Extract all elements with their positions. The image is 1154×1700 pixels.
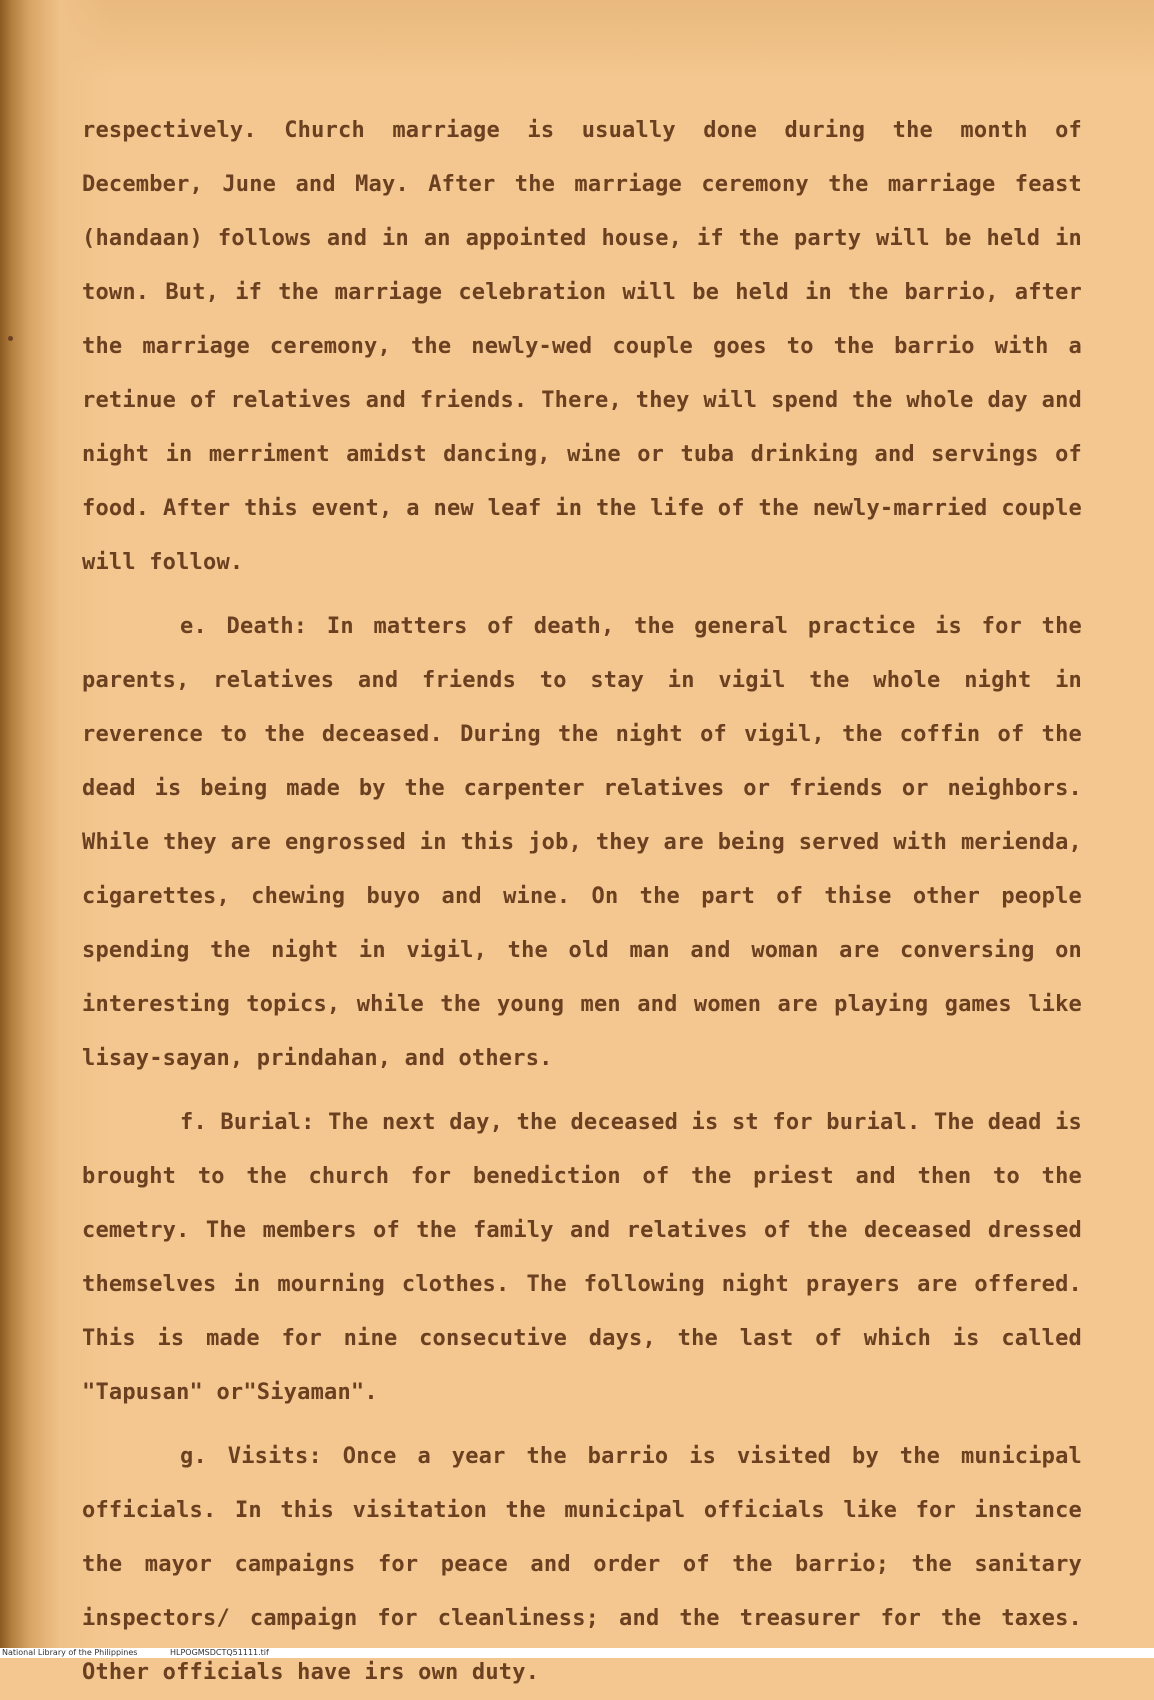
footer-library: National Library of the Philippines — [2, 1648, 138, 1657]
paragraph-visits: g. Visits: Once a year the barrio is visited by the municipal officials. In this visitation the municipal officials like for instance the mayor campaigns for peace and order of the barrio; the sanitary inspectors/ campaign for cleanliness; and the treasurer for the taxes. Other officials have irs own duty. — [82, 1444, 1082, 1685]
paragraph-death: e. Death: In matters of death, the general practice is for the parents, relatives and friends to stay in vigil the whole night in reverence to the deceased. During the night of vigil, the coffin of the dead is being made by the carpenter relatives or friends or neighbors. While they are engrossed in this job, they are being served with merienda, cigarettes, chewing buyo and wine. On the part of thise other people spending the night in vigil, the old man and woman are conversing on interesting topics, while the young men and women are playing games like lisay-sayan, prindahan, and others. — [82, 614, 1082, 1071]
paragraph-marriage: respectively. Church marriage is usually done during the month of December, June and May. After the marriage ceremony the marriage feast (handaan) follows and in an appointed house, if the party will be held in town. But, if the marriage celebration will be held in the barrio, after the marriage ceremony, the newly-wed couple goes to the barrio with a retinue of relatives and friends. There, they will spend the whole day and night in merriment amidst dancing, wine or tuba drinking and servings of food. After this event, a new leaf in the life of the newly-married couple will follow. — [82, 118, 1082, 575]
paragraph-burial: f. Burial: The next day, the deceased is st for burial. The dead is brought to the church for benediction of the priest and then to the cemetry. The members of the family and relatives of the deceased dressed themselves in mourning clothes. The following night prayers are offered. This is made for nine consecutive days, the last of which is called "Tapusan" or"Siyaman". — [82, 1110, 1082, 1405]
typed-text-body — [82, 104, 1082, 1700]
scan-footer — [0, 1648, 1154, 1658]
margin-mark — [8, 336, 13, 341]
footer-file-code: HLPOGMSDCTQ51111.tif — [169, 1648, 269, 1657]
